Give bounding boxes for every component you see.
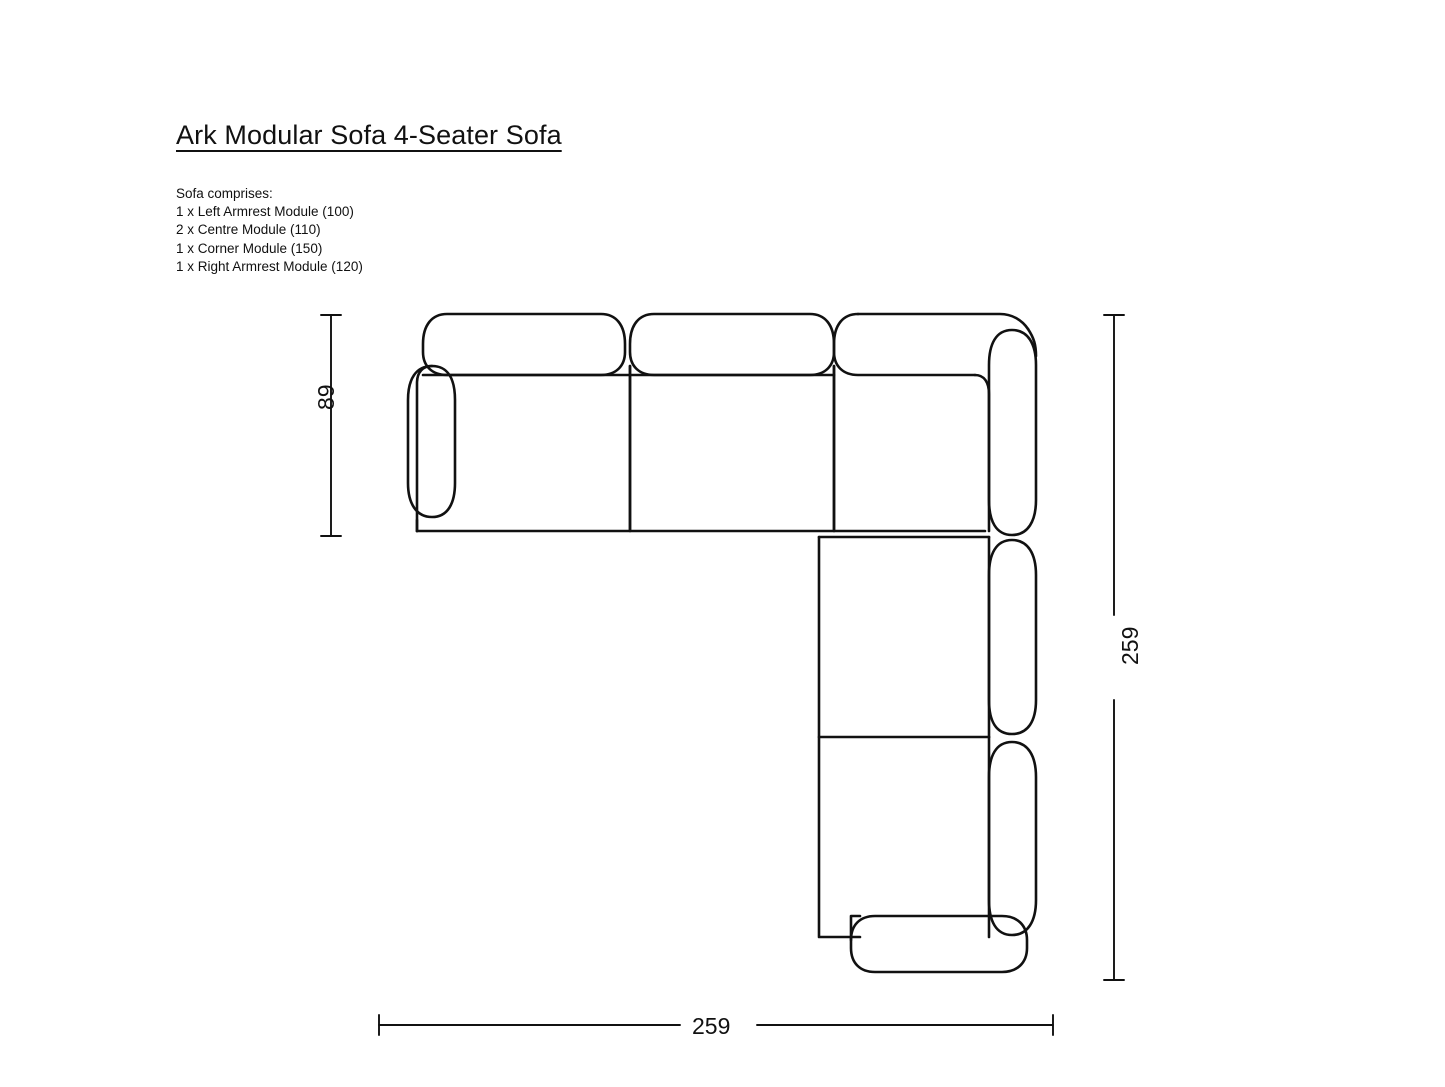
corner-back-cushion-left xyxy=(834,314,975,375)
list-item: 1 x Corner Module (150) xyxy=(176,240,323,256)
width-dimension-label: 259 xyxy=(692,1013,731,1039)
centre-module-1-body xyxy=(630,366,834,531)
left-armrest-bolster xyxy=(408,366,455,517)
page-title: Ark Modular Sofa 4-Seater Sofa xyxy=(176,120,562,150)
corner-back-cushion-top xyxy=(858,314,1028,329)
right-armrest-module-bolster xyxy=(989,742,1036,935)
corner-right-bolster xyxy=(989,330,1036,535)
dimension-lines xyxy=(321,315,1124,1035)
back-cushion-centre-1 xyxy=(630,314,834,375)
back-cushion-left xyxy=(423,314,625,375)
bottom-back-cushion xyxy=(851,916,1027,972)
list-item: 1 x Left Armrest Module (100) xyxy=(176,204,354,220)
list-item: 1 x Right Armrest Module (120) xyxy=(176,258,363,274)
height-dimension-label: 89 xyxy=(313,384,339,410)
corner-inner-vertical xyxy=(975,375,989,531)
list-item: 2 x Centre Module (110) xyxy=(176,222,321,238)
left-armrest-outline-a xyxy=(417,366,432,531)
right-module-mid-bolster xyxy=(989,540,1036,734)
right-armrest-module-body xyxy=(819,737,860,937)
comprises-heading: Sofa comprises: xyxy=(176,186,273,201)
right-module-mid-body xyxy=(819,537,989,737)
depth-dimension-label: 259 xyxy=(1117,626,1143,665)
corner-module-left-body xyxy=(834,366,985,531)
